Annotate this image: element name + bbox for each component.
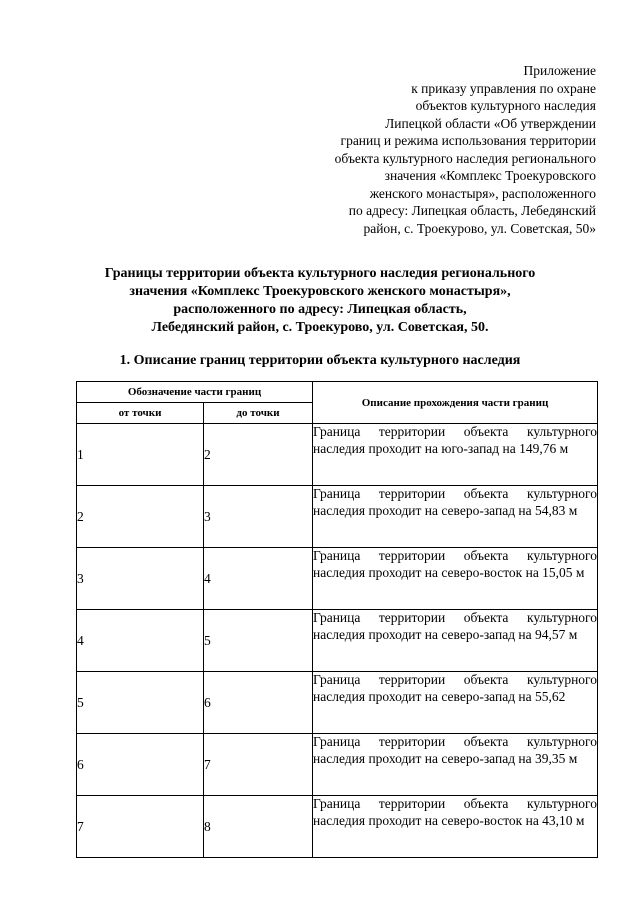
- table-row: [77, 796, 598, 858]
- heading-line: Лебедянский район, с. Троекурово, ул. Советская, 50.: [151, 320, 489, 335]
- to-point: 8: [204, 796, 313, 858]
- boundary-description: Граница территории объекта культурного наследия проходит на северо-запад на 54,83 м: [313, 486, 598, 548]
- appendix-line: женского монастыря», расположенного: [369, 185, 596, 201]
- from-point: 4: [77, 610, 204, 672]
- boundary-table: [76, 381, 598, 858]
- appendix-line: значения «Комплекс Троекуровского: [384, 168, 596, 183]
- appendix-line: объекта культурного наследия регионального: [334, 150, 596, 166]
- header-to: до точки: [204, 403, 313, 424]
- header-from: от точки: [77, 403, 204, 424]
- to-point: 3: [204, 486, 313, 548]
- header-designation: Обозначение части границ: [77, 382, 313, 403]
- heading-line: значения «Комплекс Троекуровского женского монастыря»,: [129, 284, 511, 299]
- table-row: [77, 486, 598, 548]
- boundary-description: Граница территории объекта культурного наследия проходит на северо-восток на 15,05 м: [313, 548, 598, 610]
- table-row: [77, 424, 598, 486]
- from-point: 3: [77, 548, 204, 610]
- appendix-line: объектов культурного наследия: [415, 98, 596, 113]
- table-row: [77, 548, 598, 610]
- boundary-description: Граница территории объекта культурного наследия проходит на юго-запад на 149,76 м: [313, 424, 598, 486]
- appendix-line: Липецкой области «Об утверждении: [385, 115, 596, 131]
- appendix-line: по адресу: Липецкая область, Лебедянский: [348, 203, 596, 218]
- table-row: [77, 610, 598, 672]
- header-description: Описание прохождения части границ: [313, 382, 598, 424]
- appendix-note: [266, 62, 596, 237]
- appendix-line: к приказу управления по охране: [411, 80, 596, 96]
- to-point: 5: [204, 610, 313, 672]
- from-point: 2: [77, 486, 204, 548]
- to-point: 6: [204, 672, 313, 734]
- appendix-line: границ и режима использования территории: [340, 133, 596, 148]
- boundary-description: Граница территории объекта культурного наследия проходит на северо-запад на 55,62: [313, 672, 598, 734]
- appendix-line: район, с. Троекурово, ул. Советская, 50»: [363, 220, 596, 236]
- boundary-description: Граница территории объекта культурного наследия проходит на северо-запад на 39,35 м: [313, 734, 598, 796]
- from-point: 6: [77, 734, 204, 796]
- document-heading: [40, 265, 600, 337]
- from-point: 1: [77, 424, 204, 486]
- from-point: 5: [77, 672, 204, 734]
- from-point: 7: [77, 796, 204, 858]
- to-point: 2: [204, 424, 313, 486]
- heading-line: Границы территории объекта культурного наследия регионального: [104, 266, 536, 281]
- appendix-line: Приложение: [523, 63, 596, 78]
- boundary-description: Граница территории объекта культурного наследия проходит на северо-восток на 43,10 м: [313, 796, 598, 858]
- boundary-description: Граница территории объекта культурного наследия проходит на северо-запад на 94,57 м: [313, 610, 598, 672]
- heading-line: расположенного по адресу: Липецкая область,: [173, 302, 467, 317]
- table-row: [77, 734, 598, 796]
- to-point: 7: [204, 734, 313, 796]
- section-title: 1. Описание границ территории объекта культурного наследия: [119, 353, 521, 368]
- to-point: 4: [204, 548, 313, 610]
- table-row: [77, 672, 598, 734]
